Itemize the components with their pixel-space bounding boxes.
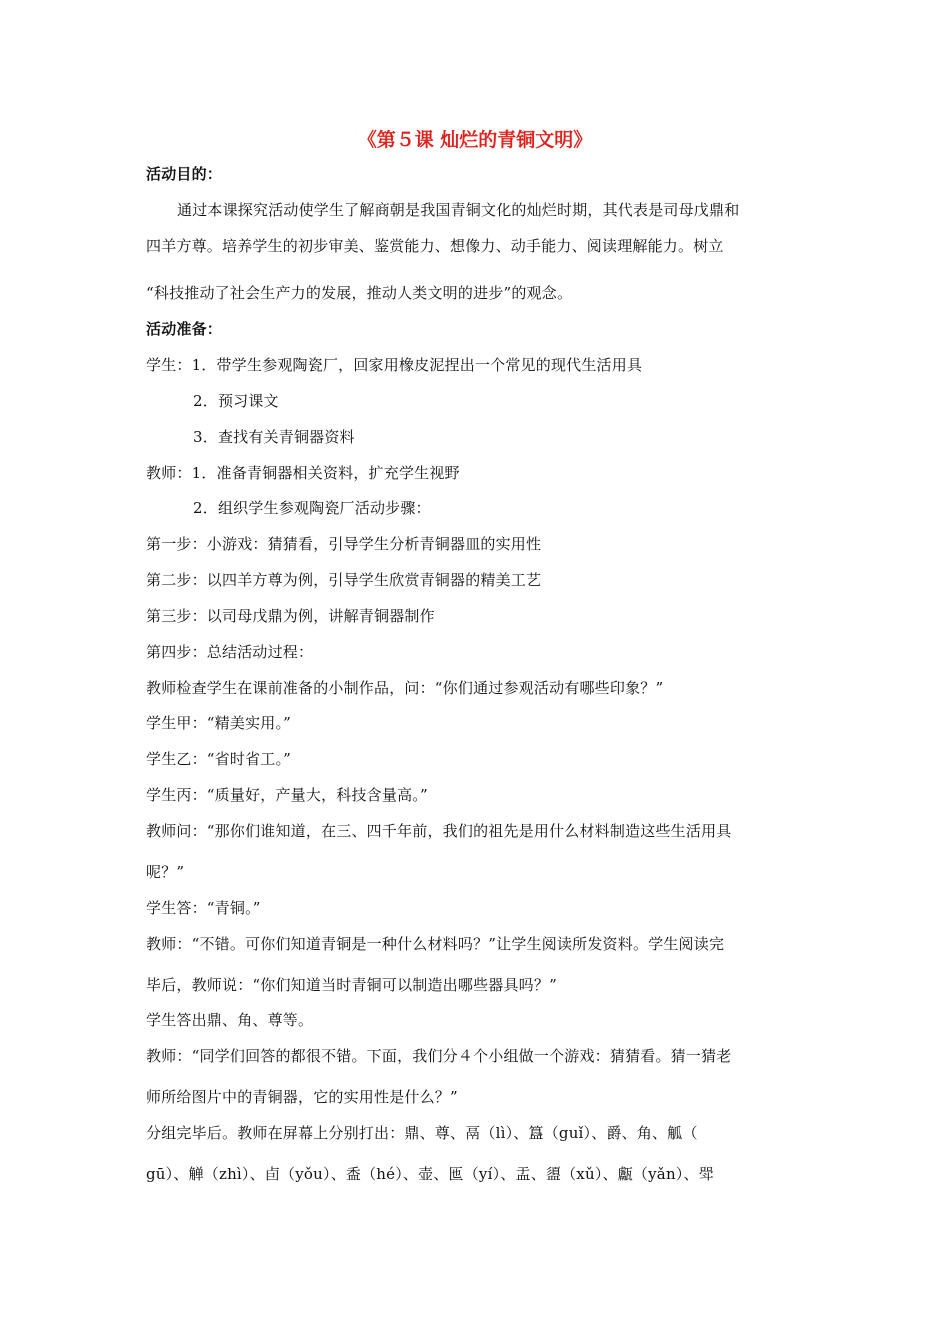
list-item: 2．预习课文 bbox=[193, 392, 279, 410]
list-item: 学生：1．带学生参观陶瓷厂，回家用橡皮泥捏出一个常见的现代生活用具 bbox=[146, 356, 643, 374]
dialogue-line: 学生丙：“质量好，产量大，科技含量高。” bbox=[146, 786, 428, 804]
dialogue-line: gū）、觯（zhì）、卣（yǒu）、盉（hé）、壶、匜（yí）、盂、盨（xǔ）、甗（yǎn）、斝 bbox=[146, 1165, 714, 1183]
dialogue-line: 学生答出鼎、角、尊等。 bbox=[146, 1011, 314, 1029]
section-heading-purpose: 活动目的： bbox=[146, 165, 223, 183]
dialogue-line: 教师问：“那你们谁知道，在三、四千年前，我们的祖先是用什么材料制造这些生活用具 bbox=[146, 822, 732, 840]
dialogue-line: 分组完毕后。教师在屏幕上分别打出：鼎、尊、鬲（lì）、簋（guǐ）、爵、角、觚（ bbox=[146, 1124, 698, 1142]
paragraph-line: “科技推动了社会生产力的发展，推动人类文明的进步”的观念。 bbox=[146, 284, 573, 302]
dialogue-line: 教师检查学生在课前准备的小制作品，问：“你们通过参观活动有哪些印象？” bbox=[146, 679, 664, 697]
list-item: 教师：1．准备青铜器相关资料，扩充学生视野 bbox=[146, 464, 460, 482]
list-item: 3．查找有关青铜器资料 bbox=[193, 428, 355, 446]
dialogue-line: 学生甲：“精美实用。” bbox=[146, 714, 292, 732]
dialogue-line: 学生答：“青铜。” bbox=[146, 899, 261, 917]
page-title: 《第５课 灿烂的青铜文明》 bbox=[357, 129, 593, 151]
dialogue-line: 教师：“同学们回答的都很不错。下面，我们分４个小组做一个游戏：猜猜看。猜一猜老 bbox=[146, 1047, 732, 1065]
dialogue-line: 学生乙：“省时省工。” bbox=[146, 750, 292, 768]
dialogue-line: 毕后，教师说：“你们知道当时青铜可以制造出哪些器具吗？” bbox=[146, 976, 557, 994]
section-heading-preparation: 活动准备： bbox=[146, 320, 223, 338]
dialogue-line: 呢？” bbox=[146, 863, 185, 881]
dialogue-line: 教师：“不错。可你们知道青铜是一种什么材料吗？”让学生阅读所发资料。学生阅读完 bbox=[146, 935, 725, 953]
paragraph-line: 通过本课探究活动使学生了解商朝是我国青铜文化的灿烂时期，其代表是司母戊鼎和 bbox=[177, 201, 740, 219]
step-line: 第四步：总结活动过程： bbox=[146, 643, 314, 661]
paragraph-line: 四羊方尊。培养学生的初步审美、鉴赏能力、想像力、动手能力、阅读理解能力。树立 bbox=[146, 237, 724, 255]
step-line: 第二步：以四羊方尊为例，引导学生欣赏青铜器的精美工艺 bbox=[146, 571, 542, 589]
dialogue-line: 师所给图片中的青铜器，它的实用性是什么？” bbox=[146, 1088, 458, 1106]
list-item: 2．组织学生参观陶瓷厂活动步骤： bbox=[193, 499, 431, 517]
step-line: 第一步：小游戏：猜猜看，引导学生分析青铜器皿的实用性 bbox=[146, 535, 542, 553]
step-line: 第三步：以司母戊鼎为例，讲解青铜器制作 bbox=[146, 607, 435, 625]
